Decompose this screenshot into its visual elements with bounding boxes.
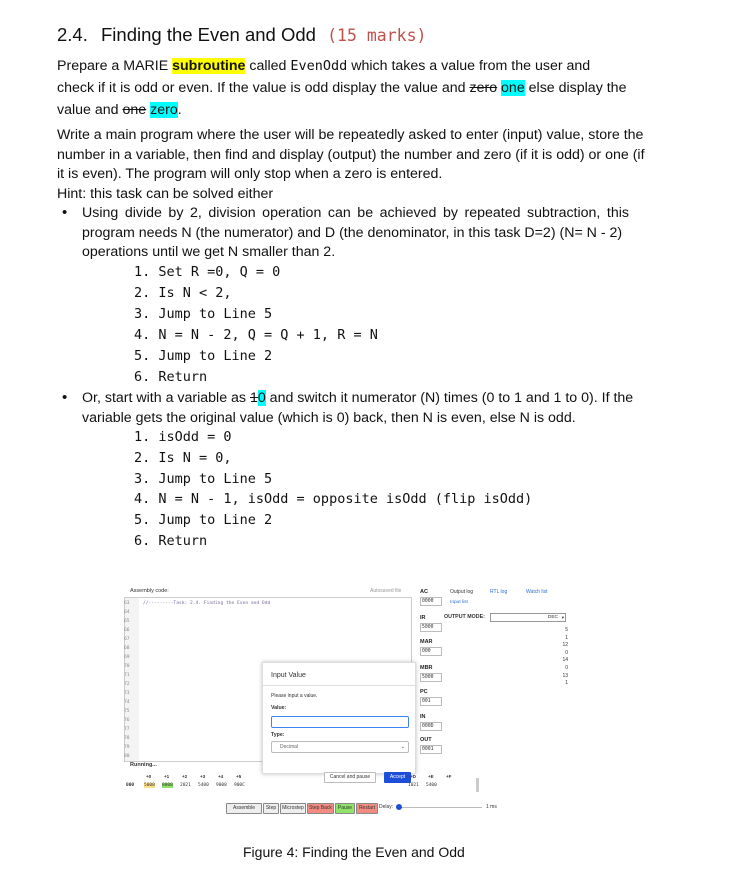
memory-scrollbar[interactable] xyxy=(476,778,479,792)
mem-cell: 8000 xyxy=(162,783,173,788)
register-label: PC xyxy=(420,689,428,695)
chevron-down-icon: ⌄ xyxy=(400,744,405,750)
autosaved-label: Autosaved file xyxy=(370,588,402,594)
code-first-line: //---------Task: 2.4. Finding the Even and Odd xyxy=(143,601,271,606)
mem-col-header: +5 xyxy=(236,774,242,779)
register-value: 0001 xyxy=(420,745,442,754)
section-number: 2.4. xyxy=(57,24,88,45)
code-line: 6. Return xyxy=(134,533,208,549)
code-line: 4. N = N - 1, isOdd = opposite isOdd (flip isOdd) xyxy=(134,491,533,507)
register-label: OUT xyxy=(420,737,432,743)
line-number: 67 xyxy=(124,637,130,642)
type-label: Type: xyxy=(271,732,285,738)
output-value: 0 xyxy=(565,649,568,656)
memory-header-row xyxy=(124,774,584,782)
input-list-link[interactable]: Input list xyxy=(450,600,468,605)
line-number: 79 xyxy=(124,745,130,750)
tab-rtl-log[interactable]: RTL log xyxy=(490,589,508,595)
register-value: 001 xyxy=(420,697,442,706)
output-values xyxy=(560,627,568,688)
register-value: 5000 xyxy=(420,623,442,632)
highlight-zero: 0 xyxy=(257,390,266,406)
text-line: Using divide by 2, division operation can be achieved by repeated subtraction, this xyxy=(82,205,629,221)
mem-col-header: +2 xyxy=(182,774,188,779)
microstep-button[interactable]: Microstep xyxy=(280,803,306,814)
line-number: 66 xyxy=(124,628,130,633)
value-input[interactable] xyxy=(271,716,409,728)
marie-simulator-screenshot xyxy=(120,584,588,822)
line-number: 63 xyxy=(124,601,130,606)
text: check if it is odd or even. If the value is odd display the value and xyxy=(57,80,470,96)
type-select[interactable] xyxy=(271,741,409,753)
output-value: 1 xyxy=(565,680,568,687)
struck-one: 1 xyxy=(249,390,258,406)
tab-output-log[interactable]: Output log xyxy=(450,589,474,595)
tab-watch-list[interactable]: Watch list xyxy=(526,589,548,595)
text-line: operations until we get N smaller than 2. xyxy=(82,244,336,260)
text: value and xyxy=(57,102,123,118)
register-value: 000 xyxy=(420,647,442,656)
section-title: Finding the Even and Odd xyxy=(101,24,316,45)
delay-label: Delay: xyxy=(379,804,394,810)
line-number: 68 xyxy=(124,646,130,651)
text: called xyxy=(245,58,291,74)
register-label: IN xyxy=(420,714,426,720)
mem-cell: 9008 xyxy=(216,783,227,788)
pause-button[interactable]: Pause xyxy=(335,803,355,814)
code-line: 1. isOdd = 0 xyxy=(134,429,232,445)
struck-one: one xyxy=(122,102,147,118)
text: Prepare a MARIE xyxy=(57,58,173,74)
code-line: 6. Return xyxy=(134,369,208,385)
text: and switch it numerator (N) times (0 to 1 and 1 to 0). If the xyxy=(265,390,634,406)
output-mode-select[interactable] xyxy=(490,613,566,622)
restart-button[interactable]: Restart xyxy=(356,803,378,814)
cancel-and-pause-button[interactable]: Cancel and pause xyxy=(324,772,376,783)
step-back-button[interactable]: Step Back xyxy=(307,803,334,814)
output-mode-value: DEC xyxy=(547,615,558,620)
line-number: 64 xyxy=(124,610,130,615)
mem-cell: 5400 xyxy=(426,783,437,788)
line-number: 77 xyxy=(124,727,130,732)
output-value: 14 xyxy=(562,657,568,664)
mem-cell: 2021 xyxy=(180,783,191,788)
mem-col-header: +1 xyxy=(164,774,170,779)
mem-col-header: +F xyxy=(446,774,452,779)
line-number: 71 xyxy=(124,673,130,678)
code-evenodd: EvenOdd xyxy=(290,58,348,74)
mem-row-address: 000 xyxy=(126,783,135,788)
running-status: Running... xyxy=(130,762,157,768)
assemble-button[interactable]: Assemble xyxy=(226,803,262,814)
struck-zero: zero xyxy=(469,80,498,96)
step-button[interactable]: Step xyxy=(263,803,279,814)
highlight-zero: zero xyxy=(150,102,178,118)
code-line: 3. Jump to Line 5 xyxy=(134,471,273,487)
code-line: 4. N = N - 2, Q = Q + 1, R = N xyxy=(134,327,378,343)
mem-cell: 1021 xyxy=(408,783,419,788)
paragraph-intro xyxy=(57,56,697,120)
mem-col-header: +0 xyxy=(146,774,152,779)
highlight-subroutine: subroutine xyxy=(172,58,246,74)
register-label: MBR xyxy=(420,665,433,671)
paragraph-main-program xyxy=(57,126,697,204)
text-line: program needs N (the numerator) and D (the denominator, in this task D=2) (N= N - 2) xyxy=(82,224,623,241)
output-value: 0 xyxy=(565,664,568,671)
output-mode-label: OUTPUT MODE: xyxy=(444,614,485,620)
mem-cell: 5400 xyxy=(198,783,209,788)
bullet-2-text xyxy=(82,389,633,428)
register-label: IR xyxy=(420,615,426,621)
type-select-value: Decimal xyxy=(280,744,299,750)
figure-caption: Figure 4: Finding the Even and Odd xyxy=(243,844,465,860)
line-number: 76 xyxy=(124,718,130,723)
mem-col-header: +D xyxy=(410,774,417,779)
input-value-dialog xyxy=(262,662,416,774)
mem-cell: 900C xyxy=(234,783,245,788)
code-line: 5. Jump to Line 2 xyxy=(134,512,273,528)
text-line: number in a variable, then find and display (output) the number and zero (if it is odd) or one (if xyxy=(57,146,645,163)
line-number: 75 xyxy=(124,709,130,714)
register-value: 5000 xyxy=(420,673,442,682)
text-line: it is even). The program will only stop when a zero is entered. xyxy=(57,166,443,182)
text: which takes a value from the user and xyxy=(347,58,591,74)
output-value: 5 xyxy=(565,627,568,633)
output-value: 1 xyxy=(565,634,568,641)
line-number: 78 xyxy=(124,736,130,741)
line-number: 72 xyxy=(124,682,130,687)
mem-col-header: +3 xyxy=(200,774,206,779)
assembly-code-label: Assembly code: xyxy=(130,588,169,594)
chevron-down-icon: ▾ xyxy=(561,615,564,620)
register-value: 0000 xyxy=(420,597,442,606)
section-heading xyxy=(57,24,426,46)
section-marks: (15 marks) xyxy=(327,26,427,45)
code-line: 1. Set R =0, Q = 0 xyxy=(134,264,281,280)
text: Or, start with a variable as xyxy=(82,390,250,406)
bullet-dot: • xyxy=(62,389,68,406)
delay-slider-handle[interactable] xyxy=(396,804,402,810)
dialog-divider xyxy=(263,685,415,686)
mem-col-header: +4 xyxy=(218,774,224,779)
line-number: 69 xyxy=(124,655,130,660)
delay-slider-track[interactable] xyxy=(396,807,482,808)
delay-value: 1 ms xyxy=(486,804,497,810)
text: . xyxy=(177,102,182,118)
code-line: 2. Is N = 0, xyxy=(134,450,232,466)
line-number: 74 xyxy=(124,700,130,705)
line-number: 65 xyxy=(124,619,130,624)
code-line: 3. Jump to Line 5 xyxy=(134,306,273,322)
mem-col-header: +E xyxy=(428,774,434,779)
text-line: Write a main program where the user will be repeatedly asked to enter (input) value, store the xyxy=(57,127,644,143)
register-value: 000D xyxy=(420,722,442,731)
line-number: 73 xyxy=(124,691,130,696)
dialog-title: Input Value xyxy=(271,672,306,679)
output-value: 12 xyxy=(562,642,568,649)
register-label: AC xyxy=(420,589,428,595)
code-line: 2. Is N < 2, xyxy=(134,285,232,301)
value-label: Value: xyxy=(271,705,287,711)
accept-button[interactable]: Accept xyxy=(384,772,411,783)
text-line: variable gets the original value (which is 0) back, then N is even, else N is odd. xyxy=(82,409,576,426)
line-number: 70 xyxy=(124,664,130,669)
output-value: 13 xyxy=(562,672,568,679)
dialog-prompt: Please input a value. xyxy=(271,693,318,699)
register-label: MAR xyxy=(420,639,433,645)
text: else display the xyxy=(524,80,627,96)
highlight-one: one xyxy=(501,80,525,96)
bullet-1-text xyxy=(82,204,629,263)
code-line: 5. Jump to Line 2 xyxy=(134,348,273,364)
text-line: Hint: this task can be solved either xyxy=(57,185,274,202)
bullet-dot: • xyxy=(62,204,68,221)
line-number: 80 xyxy=(124,754,130,759)
mem-cell: 5000 xyxy=(144,783,155,788)
